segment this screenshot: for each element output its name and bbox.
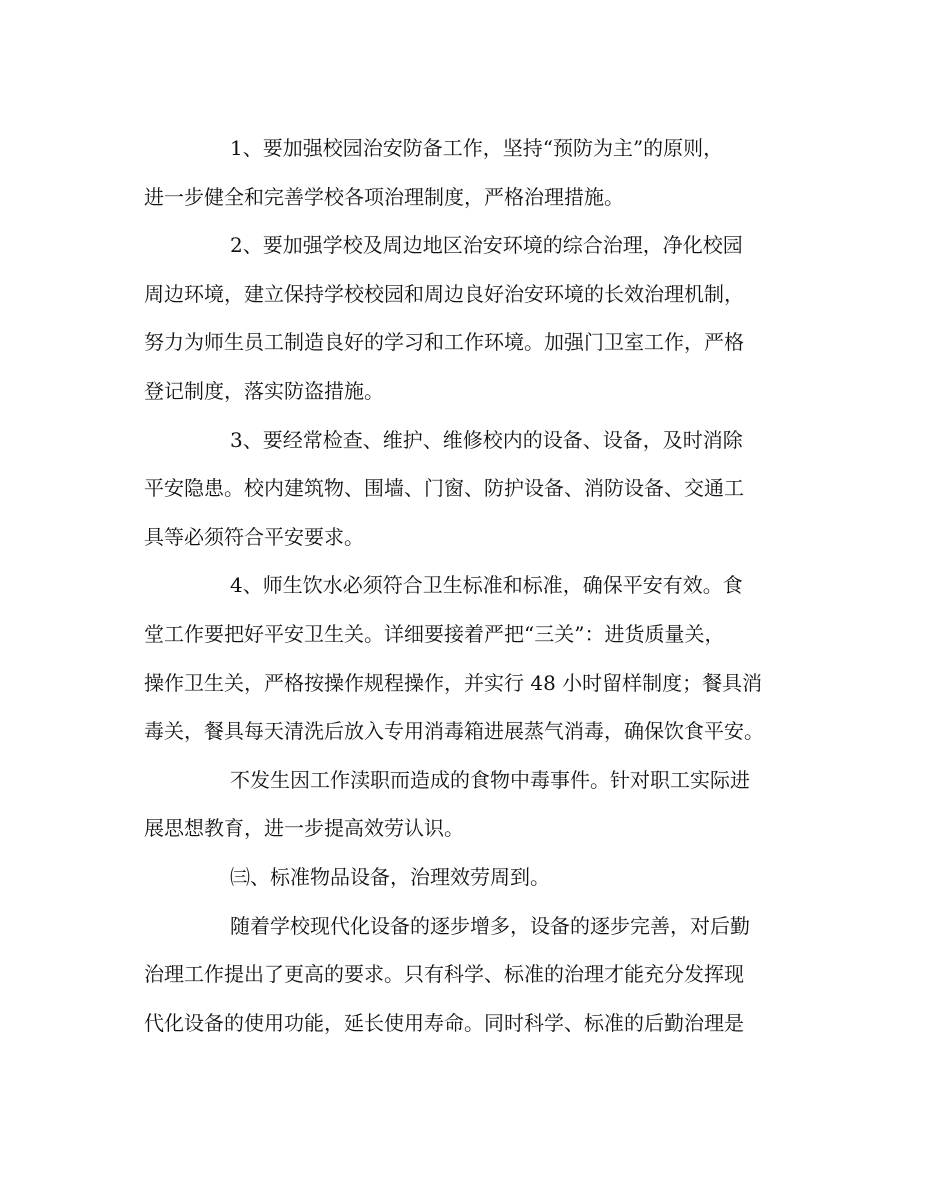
text-line: ㈢、标准物品设备，治理效劳周到。 [230,864,550,889]
text-line: 进一步健全和完善学校各项治理制度，严格治理措施。 [144,184,624,209]
text-line: 2、要加强学校及周边地区治安环境的综合治理，净化校园 [230,233,743,258]
text-line: 3、要经常检查、维护、维修校内的设备、设备，及时消除 [230,427,743,452]
text-line: 毒关，餐具每天清洗后放入专用消毒箱进展蒸气消毒，确保饮食平安。 [144,719,764,744]
text-line: 周边环境，建立保持学校校园和周边良好治安环境的长效治理机制， [144,281,744,306]
text-line: 随着学校现代化设备的逐步增多，设备的逐步完善，对后勤 [230,913,750,938]
text-line: 登记制度，落实防盗措施。 [144,378,384,403]
text-line: 展思想教育，进一步提高效劳认识。 [144,816,464,841]
text-line: 平安隐患。校内建筑物、围墙、门窗、防护设备、消防设备、交通工 [144,476,744,501]
text-line: 4、师生饮水必须符合卫生标准和标准，确保平安有效。食 [230,573,743,598]
document-body [144,128,824,1051]
text-line: 堂工作要把好平安卫生关。详细要接着严把“三关”：进货质量关， [144,621,725,646]
text-line: 具等必须符合平安要求。 [144,524,364,549]
text-line: 1、要加强校园治安防备工作，坚持“预防为主”的原则， [230,136,724,160]
text-line: 努力为师生员工制造良好的学习和工作环境。加强门卫室工作，严格 [144,330,744,355]
text-line: 治理工作提出了更高的要求。只有科学、标准的治理才能充分发挥现 [144,962,744,987]
text-line: 不发生因工作渎职而造成的食物中毒事件。针对职工实际进 [230,767,750,792]
text-line: 操作卫生关，严格按操作规程操作，并实行 48 小时留样制度；餐具消 [144,670,763,695]
text-line: 代化设备的使用功能，延长使用寿命。同时科学、标准的后勤治理是 [144,1010,744,1035]
